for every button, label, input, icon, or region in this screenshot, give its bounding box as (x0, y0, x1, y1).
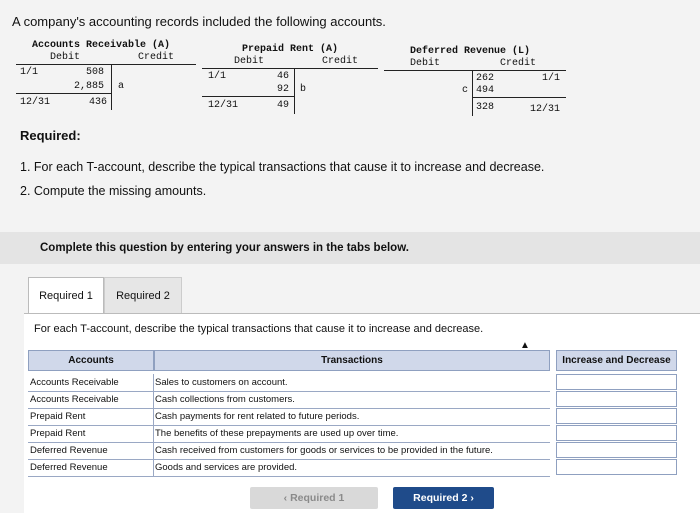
table-row (28, 374, 550, 392)
t-account-title: Deferred Revenue (L) (410, 46, 531, 57)
row-date: 1/1 (542, 73, 561, 84)
entry-mark: a (118, 81, 125, 92)
required-item-2: 2. Compute the missing amounts. (20, 184, 207, 198)
table-row (28, 425, 550, 443)
entry-mark: c (462, 85, 469, 96)
debit-label: Debit (234, 56, 265, 67)
account-cell: Accounts Receivable (30, 377, 119, 388)
row-date: 1/1 (20, 67, 39, 78)
mouse-cursor-icon: ▲ (520, 340, 530, 351)
account-cell: Accounts Receivable (30, 394, 119, 405)
row-date: 1/1 (208, 71, 227, 82)
row-date: 12/31 (20, 97, 51, 108)
transaction-cell: The benefits of these prepayments are used up over time. (155, 428, 399, 439)
transaction-cell: Goods and services are provided. (155, 462, 298, 473)
t-account-deferred-revenue (384, 46, 566, 118)
credit-amount: 262 (476, 73, 495, 84)
debit-amount: 92 (277, 84, 290, 95)
header-increase-decrease: Increase and Decrease (556, 350, 677, 371)
next-required-button[interactable]: Required 2 › (393, 487, 494, 509)
account-cell: Deferred Revenue (30, 462, 108, 473)
required-item-1: 1. For each T-account, describe the typical transactions that cause it to increase and decrease. (20, 160, 545, 174)
tab-required-2[interactable]: Required 2 (104, 277, 182, 315)
increase-decrease-input[interactable] (556, 425, 677, 441)
credit-amount: 328 (476, 102, 495, 113)
table-row (28, 442, 550, 460)
t-account-prepaid-rent (202, 44, 378, 116)
credit-label: Credit (500, 58, 537, 69)
debit-amount: 49 (277, 100, 290, 111)
intro-text: A company's accounting records included the following accounts. (12, 14, 386, 29)
instruction-text: For each T-account, describe the typical transactions that cause it to increase and decrease. (34, 323, 484, 335)
account-cell: Deferred Revenue (30, 445, 108, 456)
debit-amount: 436 (89, 97, 108, 108)
complete-banner-text: Complete this question by entering your answers in the tabs below. (40, 242, 409, 254)
credit-label: Credit (138, 52, 175, 63)
increase-decrease-input[interactable] (556, 442, 677, 458)
increase-decrease-input[interactable] (556, 408, 677, 424)
credit-label: Credit (322, 56, 359, 67)
row-date: 12/31 (530, 104, 561, 115)
header-accounts: Accounts (28, 350, 154, 371)
debit-label: Debit (50, 52, 81, 63)
complete-banner (0, 232, 700, 264)
header-transactions: Transactions (154, 350, 550, 371)
transaction-cell: Cash received from customers for goods or services to be provided in the future. (155, 445, 493, 456)
credit-amount: 494 (476, 85, 495, 96)
required-label: Required: (20, 128, 81, 143)
row-date: 12/31 (208, 100, 239, 111)
transaction-cell: Cash payments for rent related to future periods. (155, 411, 360, 422)
entry-mark: b (300, 84, 307, 95)
t-account-title: Prepaid Rent (A) (242, 44, 339, 55)
debit-amount: 2,885 (74, 81, 105, 92)
table-row (28, 391, 550, 409)
increase-decrease-input[interactable] (556, 374, 677, 390)
tab-required-1[interactable]: Required 1 (28, 277, 104, 314)
account-cell: Prepaid Rent (30, 411, 86, 422)
increase-decrease-input[interactable] (556, 391, 677, 407)
transaction-cell: Sales to customers on account. (155, 377, 288, 388)
debit-amount: 46 (277, 71, 290, 82)
table-row (28, 408, 550, 426)
account-cell: Prepaid Rent (30, 428, 86, 439)
transaction-cell: Cash collections from customers. (155, 394, 295, 405)
t-account-accounts-receivable (16, 40, 196, 112)
debit-label: Debit (410, 58, 441, 69)
t-account-title: Accounts Receivable (A) (32, 40, 171, 51)
increase-decrease-input[interactable] (556, 459, 677, 475)
debit-amount: 508 (86, 67, 105, 78)
prev-required-button[interactable]: ‹ Required 1 (250, 487, 378, 509)
table-row (28, 459, 550, 477)
